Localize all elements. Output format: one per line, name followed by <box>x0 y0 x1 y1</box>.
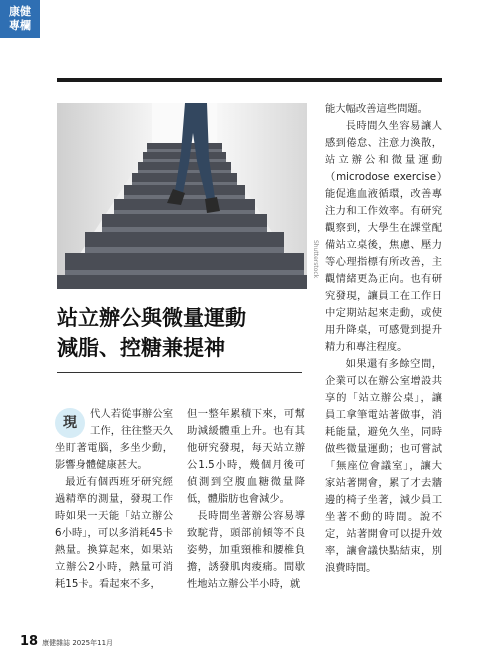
issue-info: 康健雜誌 2025年11月 <box>42 639 114 647</box>
headline-line1: 站立辦公與微量運動 <box>57 305 246 330</box>
article-headline <box>57 303 317 363</box>
paragraph: 能大幅改善這些問題。 <box>325 103 428 115</box>
text-column-1 <box>55 406 173 593</box>
stairs-illustration <box>57 103 307 289</box>
stairs-photo <box>57 103 307 289</box>
text-column-3 <box>325 101 442 577</box>
section-tag <box>0 0 40 38</box>
paragraph: 如果還有多餘空間，企業可以在辦公室增設共享的「站立辦公桌」，讓員工拿筆電站著做事，消耗能量，避免久坐，同時做些微量運動；也可嘗試「無座位會議室」，讓大家站著開會，累了才去牆邊的椅子坐著，減少員工坐著不動的時間。說不定，站著開會可以提升效率，讓會議快點結束，別浪費時間。 <box>325 358 442 574</box>
paragraph: 但一整年累積下來，可幫助減緩體重上升。也有其他研究發現，每天站立辦公1.5小時，幾個月後可偵測到空腹血糖微量降低，體脂肪也會減少。 <box>187 408 305 505</box>
top-divider-bar <box>57 78 442 82</box>
page-number: 18 <box>20 634 39 649</box>
section-tag-line2: 專欄 <box>9 19 31 32</box>
paragraph-intro <box>55 406 173 474</box>
headline-line2: 減脂、控糖兼提神 <box>57 335 225 360</box>
paragraph: 最近有個西班牙研究經過精準的測量，發現工作時如果一天能「站立辦公6小時」，可以多消耗45卡熱量。換算起來，如果站立辦公2小時，熱量可消耗15卡。看起來不多， <box>55 476 173 590</box>
photo-credit: Shutterstock <box>312 240 319 279</box>
paragraph-text: 代人若從事辦公室工作，往往整天久坐盯著電腦，多坐少動，影響身體健康甚大。 <box>55 408 173 471</box>
paragraph: 長時間坐著辦公容易導致駝背，頭部前傾等不良姿勢，加重頸椎和腰椎負擔，誘發肌肉痠痛。間歇性地站立辦公半小時，就 <box>187 510 305 590</box>
text-column-2 <box>187 406 305 593</box>
headline-rule <box>57 372 302 373</box>
section-tag-line1: 康健 <box>9 5 31 18</box>
drop-cap: 現 <box>55 408 85 438</box>
page-footer <box>20 634 113 649</box>
paragraph: 長時間久坐容易讓人感到倦怠、注意力渙散，站立辦公和微量運動（microdose exercise）能促進血液循環，改善專注力和工作效率。有研究觀察到，大學生在課堂配備站立桌後，焦慮、壓力等心理指標有所改善，主觀情緒更為正向。也有研究發現，讓員工在工作日中定期站起來走動，或使用升降桌，可感覺到提升精力和專注程度。 <box>325 120 442 353</box>
